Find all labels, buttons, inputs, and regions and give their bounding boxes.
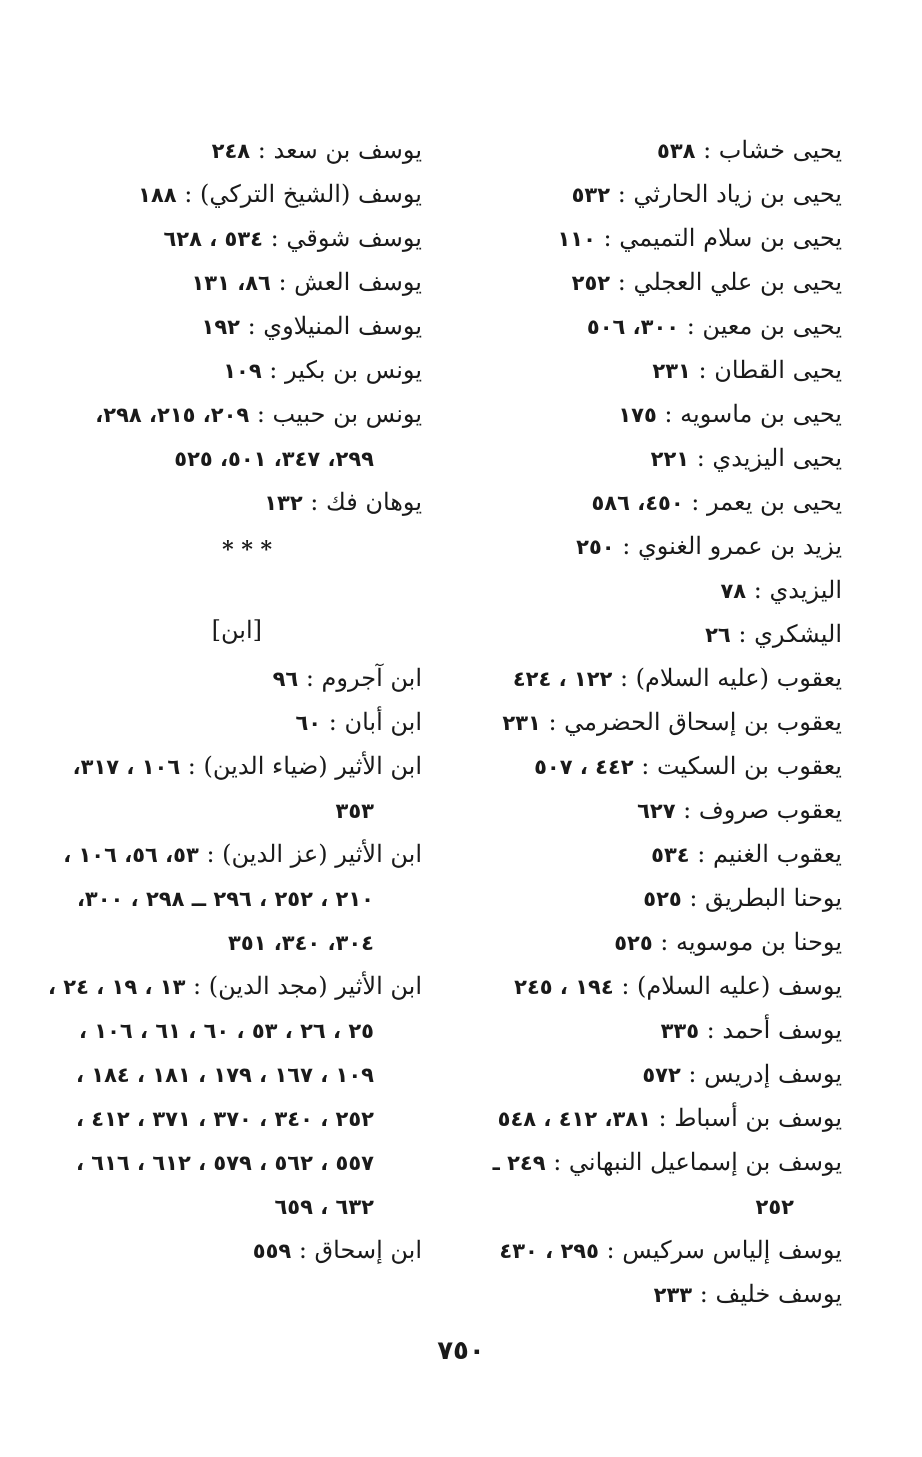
index-entry: اليزيدي : ٧٨ (720, 576, 842, 604)
entry-pages: ٥٣٤ (651, 843, 690, 867)
entry-pages: ٢٣٣ (653, 1283, 693, 1307)
index-entry: اليشكري : ٢٦ (705, 620, 842, 648)
index-column-right (462, 128, 842, 1316)
index-entry: يحيى بن ماسويه : ١٧٥ (618, 400, 842, 428)
entry-pages-continued: ٢٩٩، ٣٤٧، ٥٠١، ٥٢٥ (174, 447, 374, 471)
index-entry: يعقوب صروف : ٦٢٧ (637, 796, 842, 824)
entry-pages: ٢٤٩ ـ (492, 1151, 546, 1175)
index-entry: يعقوب بن السكيت : ٤٤٢ ، ٥٠٧ (534, 752, 842, 780)
entry-name: ابن الأثير (مجد الدين) (208, 972, 422, 1000)
index-entry: يحيى اليزيدي : ٢٢١ (650, 444, 842, 472)
entry-name: يعقوب (عليه السلام) (635, 664, 842, 692)
entry-pages: ١٠٩ (223, 359, 262, 383)
entry-name: يعقوب الغنيم (712, 840, 842, 868)
entry-pages: ٤٤٢ ، ٥٠٧ (534, 755, 634, 779)
entry-name: يعقوب بن السكيت (656, 752, 842, 780)
entry-name: يحيى بن سلام التميمي (619, 224, 842, 252)
entry-pages: ٥٢٥ (614, 931, 653, 955)
index-entry: يوهان فك : ١٣٢ (264, 488, 422, 516)
index-entry: ابن الأثير (عز الدين) : ٥٣، ٥٦، ١٠٦ ، (63, 840, 422, 868)
entry-name: يعقوب صروف (698, 796, 842, 824)
entry-pages-continued: ٢٥٢ ، ٣٤٠ ، ٣٧٠ ، ٣٧١ ، ٤١٢ ، (76, 1107, 374, 1131)
entry-pages: ٢٦ (705, 623, 731, 647)
entry-pages: ٥٧٢ (642, 1063, 681, 1087)
entry-name: ابن إسحاق (314, 1236, 422, 1264)
entry-pages-continued: ٣٥٣ (335, 799, 374, 823)
entry-name: يحيى القطان (714, 356, 842, 384)
index-entry: يحيى بن زياد الحارثي : ٥٣٢ (571, 180, 842, 208)
entry-pages: ١٩٢ (201, 315, 240, 339)
entry-pages: ٤٥٠، ٥٨٦ (591, 491, 684, 515)
entry-name: يوسف بن أسباط (674, 1104, 842, 1132)
index-entry: ابن آجروم : ٩٦ (272, 664, 422, 692)
entry-pages: ٣٠٠، ٥٠٦ (586, 315, 680, 339)
entry-name: يوسف أحمد (722, 1016, 842, 1044)
entry-name: يوهان فك (326, 488, 422, 516)
entry-name: يونس بن حبيب (272, 400, 422, 428)
index-entry: يزيد بن عمرو الغنوي : ٢٥٠ (576, 532, 842, 560)
entry-pages: ٢٤٨ (211, 139, 251, 163)
index-entry: يحيى بن علي العجلي : ٢٥٢ (571, 268, 842, 296)
index-entry: يوسف خليف : ٢٣٣ (653, 1280, 842, 1308)
entry-name: يوسف بن إسماعيل النبهاني (568, 1148, 842, 1176)
index-entry: يوسف (الشيخ التركي) : ١٨٨ (138, 180, 422, 208)
entry-pages: ٢٣١ (502, 711, 541, 735)
index-entry: يوسف بن أسباط : ٣٨١، ٤١٢ ، ٥٤٨ (497, 1104, 842, 1132)
entry-pages-continued: ٢٥٢ (755, 1195, 794, 1219)
entry-pages-continued: ١٠٩ ، ١٦٧ ، ١٧٩ ، ١٨١ ، ١٨٤ ، (76, 1063, 374, 1087)
index-entry: يوسف العش : ٨٦، ١٣١ (191, 268, 422, 296)
entry-pages-continued: ٣٠٤، ٣٤٠، ٣٥١ (228, 931, 374, 955)
entry-name: يحيى بن علي العجلي (633, 268, 842, 296)
entry-name: ابن آجروم (321, 664, 422, 692)
index-entry: يوسف بن إسماعيل النبهاني : ٢٤٩ ـ (492, 1148, 842, 1176)
entry-name: ابن الأثير (عز الدين) (222, 840, 422, 868)
entry-name: يحيى بن زياد الحارثي (633, 180, 842, 208)
entry-pages: ٧٨ (720, 579, 747, 603)
index-entry: يحيى خشاب : ٥٣٨ (657, 136, 842, 164)
section-heading: [ابن] (211, 616, 262, 644)
index-entry: يحيى القطان : ٢٣١ (652, 356, 842, 384)
entry-pages: ٦٢٧ (637, 799, 676, 823)
entry-name: ابن الأثير (ضياء الدين) (203, 752, 422, 780)
entry-pages: ٦٠ (295, 711, 322, 735)
index-entry: ابن الأثير (ضياء الدين) : ١٠٦ ، ٣١٧، (72, 752, 422, 780)
index-entry: يحيى بن معين : ٣٠٠، ٥٠٦ (586, 312, 842, 340)
entry-name: يوسف المنيلاوي (263, 312, 422, 340)
index-entry: يعقوب بن إسحاق الحضرمي : ٢٣١ (502, 708, 842, 736)
entry-name: يوسف (عليه السلام) (637, 972, 842, 1000)
index-entry: يوحنا بن موسويه : ٥٢٥ (614, 928, 842, 956)
entry-pages-continued: ٦٣٢ ، ٦٥٩ (274, 1195, 374, 1219)
index-entry: يونس بن حبيب : ٢٠٩، ٢١٥، ٢٩٨، (95, 400, 422, 428)
entry-name: يوسف إدريس (704, 1060, 842, 1088)
index-entry: يوسف إدريس : ٥٧٢ (642, 1060, 842, 1088)
entry-name: يوسف بن سعد (273, 136, 422, 164)
entry-name: يوسف إلياس سركيس (622, 1236, 842, 1264)
index-entry: ابن إسحاق : ٥٥٩ (252, 1236, 422, 1264)
entry-pages: ٥٣٨ (657, 139, 696, 163)
entry-name: اليزيدي (769, 576, 842, 604)
entry-name: يحيى بن معين (702, 312, 842, 340)
index-entry: يوسف شوقي : ٥٣٤ ، ٦٢٨ (163, 224, 422, 252)
index-group-ibn (42, 656, 422, 1272)
entry-pages: ١٣ ، ١٩ ، ٢٤ ، (47, 975, 186, 999)
index-entry: يوحنا البطريق : ٥٢٥ (643, 884, 842, 912)
entry-name: يوسف خليف (715, 1280, 842, 1308)
index-entry: يوسف إلياس سركيس : ٢٩٥ ، ٤٣٠ (499, 1236, 842, 1264)
entry-name: يحيى بن ماسويه (680, 400, 842, 428)
entry-name: يوحنا بن موسويه (676, 928, 842, 956)
entry-name: يعقوب بن إسحاق الحضرمي (564, 708, 842, 736)
index-entry: يوسف المنيلاوي : ١٩٢ (201, 312, 422, 340)
entry-pages: ١١٠ (557, 227, 596, 251)
entry-pages: ٢٥٠ (576, 535, 615, 559)
entry-pages: ٢٩٥ ، ٤٣٠ (499, 1239, 599, 1263)
index-entry: يحيى بن سلام التميمي : ١١٠ (557, 224, 842, 252)
page-number: ٧٥٠ (437, 1336, 485, 1366)
entry-pages: ٢٢١ (650, 447, 690, 471)
entry-pages: ١٩٤ ، ٢٤٥ (514, 975, 614, 999)
entry-pages: ٢٠٩، ٢١٥، ٢٩٨، (95, 403, 250, 427)
entry-name: يونس بن بكير (285, 356, 422, 384)
entry-pages: ١٧٥ (618, 403, 657, 427)
entry-pages: ٥٣، ٥٦، ١٠٦ ، (63, 843, 199, 867)
entry-pages: ٢٣١ (652, 359, 691, 383)
entry-pages: ٨٦، ١٣١ (191, 271, 271, 295)
entry-name: يوسف العش (294, 268, 422, 296)
entry-pages: ١٨٨ (138, 183, 177, 207)
section-separator: * * * (222, 537, 272, 563)
entry-pages: ٥٢٥ (643, 887, 682, 911)
index-group-yusuf (42, 128, 422, 524)
index-entry: ابن أبان : ٦٠ (295, 708, 422, 736)
entry-pages: ٢٥٢ (571, 271, 611, 295)
entry-name: يحيى خشاب (718, 136, 842, 164)
entry-pages-continued: ٢٥ ، ٢٦ ، ٥٣ ، ٦٠ ، ٦١ ، ١٠٦ ، (79, 1019, 374, 1043)
entry-pages-continued: ٢١٠ ، ٢٥٢ ، ٢٩٦ ــ ٢٩٨ ، ٣٠٠، (76, 887, 374, 911)
entry-pages: ٥٥٩ (252, 1239, 292, 1263)
entry-pages: ٥٣٢ (571, 183, 611, 207)
index-entry: يعقوب الغنيم : ٥٣٤ (651, 840, 842, 868)
index-entry: يوسف (عليه السلام) : ١٩٤ ، ٢٤٥ (514, 972, 842, 1000)
entry-pages-continued: ٥٥٧ ، ٥٦٢ ، ٥٧٩ ، ٦١٢ ، ٦١٦ ، (76, 1151, 374, 1175)
entry-name: يحيى بن يعمر (707, 488, 842, 516)
entry-name: اليشكري (754, 620, 842, 648)
entry-name: يوحنا البطريق (705, 884, 842, 912)
index-entry: يوسف أحمد : ٣٣٥ (660, 1016, 842, 1044)
index-entry: ابن الأثير (مجد الدين) : ١٣ ، ١٩ ، ٢٤ ، (47, 972, 422, 1000)
entry-pages: ١٢٢ ، ٤٢٤ (512, 667, 613, 691)
index-entry: يوسف بن سعد : ٢٤٨ (211, 136, 422, 164)
entry-name: ابن أبان (344, 708, 422, 736)
index-entry: يحيى بن يعمر : ٤٥٠، ٥٨٦ (591, 488, 842, 516)
entry-name: يوسف شوقي (286, 224, 422, 252)
index-entry: يونس بن بكير : ١٠٩ (223, 356, 422, 384)
entry-name: يحيى اليزيدي (712, 444, 842, 472)
entry-pages: ٣٣٥ (660, 1019, 700, 1043)
index-entry: يعقوب (عليه السلام) : ١٢٢ ، ٤٢٤ (512, 664, 842, 692)
entry-pages: ١٣٢ (264, 491, 303, 515)
entry-pages: ١٠٦ ، ٣١٧، (72, 755, 181, 779)
entry-name: يوسف (الشيخ التركي) (199, 180, 422, 208)
entry-pages: ٣٨١، ٤١٢ ، ٥٤٨ (497, 1107, 651, 1131)
entry-pages: ٥٣٤ ، ٦٢٨ (163, 227, 263, 251)
index-column-left (42, 128, 422, 1272)
entry-pages: ٩٦ (272, 667, 299, 691)
entry-name: يزيد بن عمرو الغنوي (637, 532, 842, 560)
